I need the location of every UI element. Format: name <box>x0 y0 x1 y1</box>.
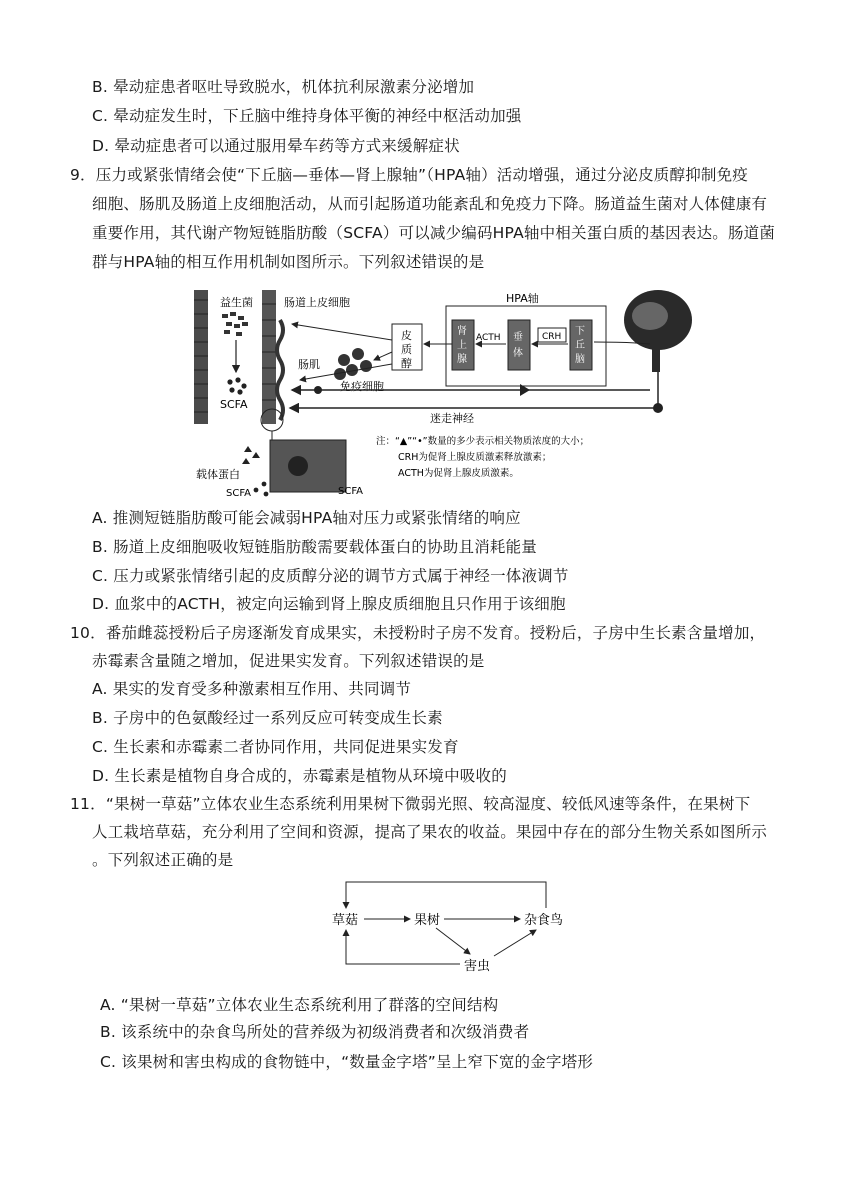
bird-node: 杂食鸟 <box>524 913 564 928</box>
svg-text:下: 下 <box>575 326 585 337</box>
vagus-label: 迷走神经 <box>430 412 474 425</box>
q11-option-c: C. 该果树和害虫构成的食物链中，“数量金字塔”呈上窄下宽的金字塔形 <box>100 1053 594 1071</box>
q9-option-d: D. 血浆中的ACTH，被定向运输到肾上腺皮质细胞且只作用于该细胞 <box>92 595 566 613</box>
q10-stem-line-2: 赤霉素含量随之增加，促进果实发育。下列叙述错误的是 <box>92 652 485 670</box>
svg-text:体: 体 <box>513 348 523 359</box>
figure-note-3: ACTH为促肾上腺皮质激素。 <box>398 468 519 479</box>
q11-stem-line-3: 。下列叙述正确的是 <box>92 851 234 869</box>
svg-text:质: 质 <box>401 343 412 356</box>
pest-node: 害虫 <box>464 959 491 974</box>
q10-option-a: A. 果实的发育受多种激素相互作用、共同调节 <box>92 680 412 698</box>
q11-option-b: B. 该系统中的杂食鸟所处的营养级为初级消费者和次级消费者 <box>100 1023 530 1041</box>
svg-text:垂: 垂 <box>513 332 523 343</box>
mushroom-node: 草菇 <box>332 913 359 928</box>
crh-label: CRH <box>542 332 562 342</box>
q10-option-d: D. 生长素是植物自身合成的，赤霉素是植物从环境中吸收的 <box>92 767 507 785</box>
q10-stem-line-1: 10．番茄雌蕊授粉后子房逐渐发育成果实，未授粉时子房不发育。授粉后，子房中生长素含量增加， <box>70 624 766 642</box>
pituitary-box <box>508 320 530 370</box>
svg-text:丘: 丘 <box>575 340 585 351</box>
svg-text:脑: 脑 <box>575 354 585 365</box>
hpa-axis-label: HPA轴 <box>506 292 539 305</box>
probiotic-cluster <box>222 312 248 336</box>
immune-cells <box>334 348 372 380</box>
q9-hpa-diagram <box>180 280 700 502</box>
svg-text:醇: 醇 <box>401 357 412 370</box>
probiotics-label: 益生菌 <box>220 296 253 309</box>
scfa-label-3: SCFA <box>338 486 364 497</box>
figure-note-2: CRH为促肾上腺皮质激素释放激素； <box>398 452 552 463</box>
q9-option-c: C. 压力或紧张情绪引起的皮质醇分泌的调节方式属于神经一体液调节 <box>92 567 569 585</box>
q9-stem-line-1: 9．压力或紧张情绪会使“下丘脑—垂体—肾上腺轴”（HPA轴）活动增强，通过分泌皮质醇抑制免疫 <box>70 166 748 184</box>
q8-option-d: D. 晕动症患者可以通过服用晕车药等方式来缓解症状 <box>92 137 460 155</box>
q9-option-b: B. 肠道上皮细胞吸收短链脂肪酸需要载体蛋白的协助且消耗能量 <box>92 538 537 556</box>
figure-note-1: 注：“▲”“•”数量的多少表示相关物质浓度的大小； <box>376 436 590 447</box>
q9-stem-line-2: 细胞、肠肌及肠道上皮细胞活动，从而引起肠道功能紊乱和免疫力下降。肠道益生菌对人体健康有 <box>92 195 768 213</box>
acth-label: ACTH <box>476 333 501 343</box>
immune-label: 免疫细胞 <box>340 380 384 393</box>
q10-option-b: B. 子房中的色氨酸经过一系列反应可转变成生长素 <box>92 709 443 727</box>
q9-option-a: A. 推测短链脂肪酸可能会减弱HPA轴对压力或紧张情绪的响应 <box>92 509 521 527</box>
q11-stem-line-2: 人工栽培草菇，充分利用了空间和资源，提高了果农的收益。果园中存在的部分生物关系如图所示 <box>92 823 768 841</box>
q8-option-c: C. 晕动症发生时，下丘脑中维持身体平衡的神经中枢活动加强 <box>92 107 522 125</box>
q11-option-a: A. “果树一草菇”立体农业生态系统利用了群落的空间结构 <box>100 996 499 1014</box>
intestinal-wall-left <box>194 290 208 424</box>
svg-text:肾: 肾 <box>457 326 467 337</box>
q11-food-web <box>320 876 590 976</box>
svg-text:腺: 腺 <box>457 354 467 365</box>
q9-stem-line-4: 群与HPA轴的相互作用机制如图所示。下列叙述错误的是 <box>92 253 485 271</box>
scfa-label-1: SCFA <box>220 398 248 411</box>
muscle-label: 肠肌 <box>298 358 320 371</box>
carrier-label: 载体蛋白 <box>196 468 240 481</box>
scfa-label-2: SCFA <box>226 488 252 499</box>
q8-option-b: B. 晕动症患者呕吐导致脱水，机体抗利尿激素分泌增加 <box>92 78 475 96</box>
intestinal-muscle <box>277 320 283 420</box>
q9-stem-line-3: 重要作用，其代谢产物短链脂肪酸（SCFA）可以减少编码HPA轴中相关蛋白质的基因表达。肠道菌 <box>92 224 776 242</box>
epithelial-label: 肠道上皮细胞 <box>284 296 350 309</box>
fruit-tree-node: 果树 <box>414 913 441 928</box>
svg-text:上: 上 <box>457 340 467 351</box>
intestinal-wall-right <box>262 290 276 424</box>
q11-stem-line-1: 11．“果树一草菇”立体农业生态系统利用果树下微弱光照、较高湿度、较低风速等条件，在果树下 <box>70 795 751 813</box>
svg-text:皮: 皮 <box>401 329 412 342</box>
q10-option-c: C. 生长素和赤霉素二者协同作用，共同促进果实发育 <box>92 738 459 756</box>
